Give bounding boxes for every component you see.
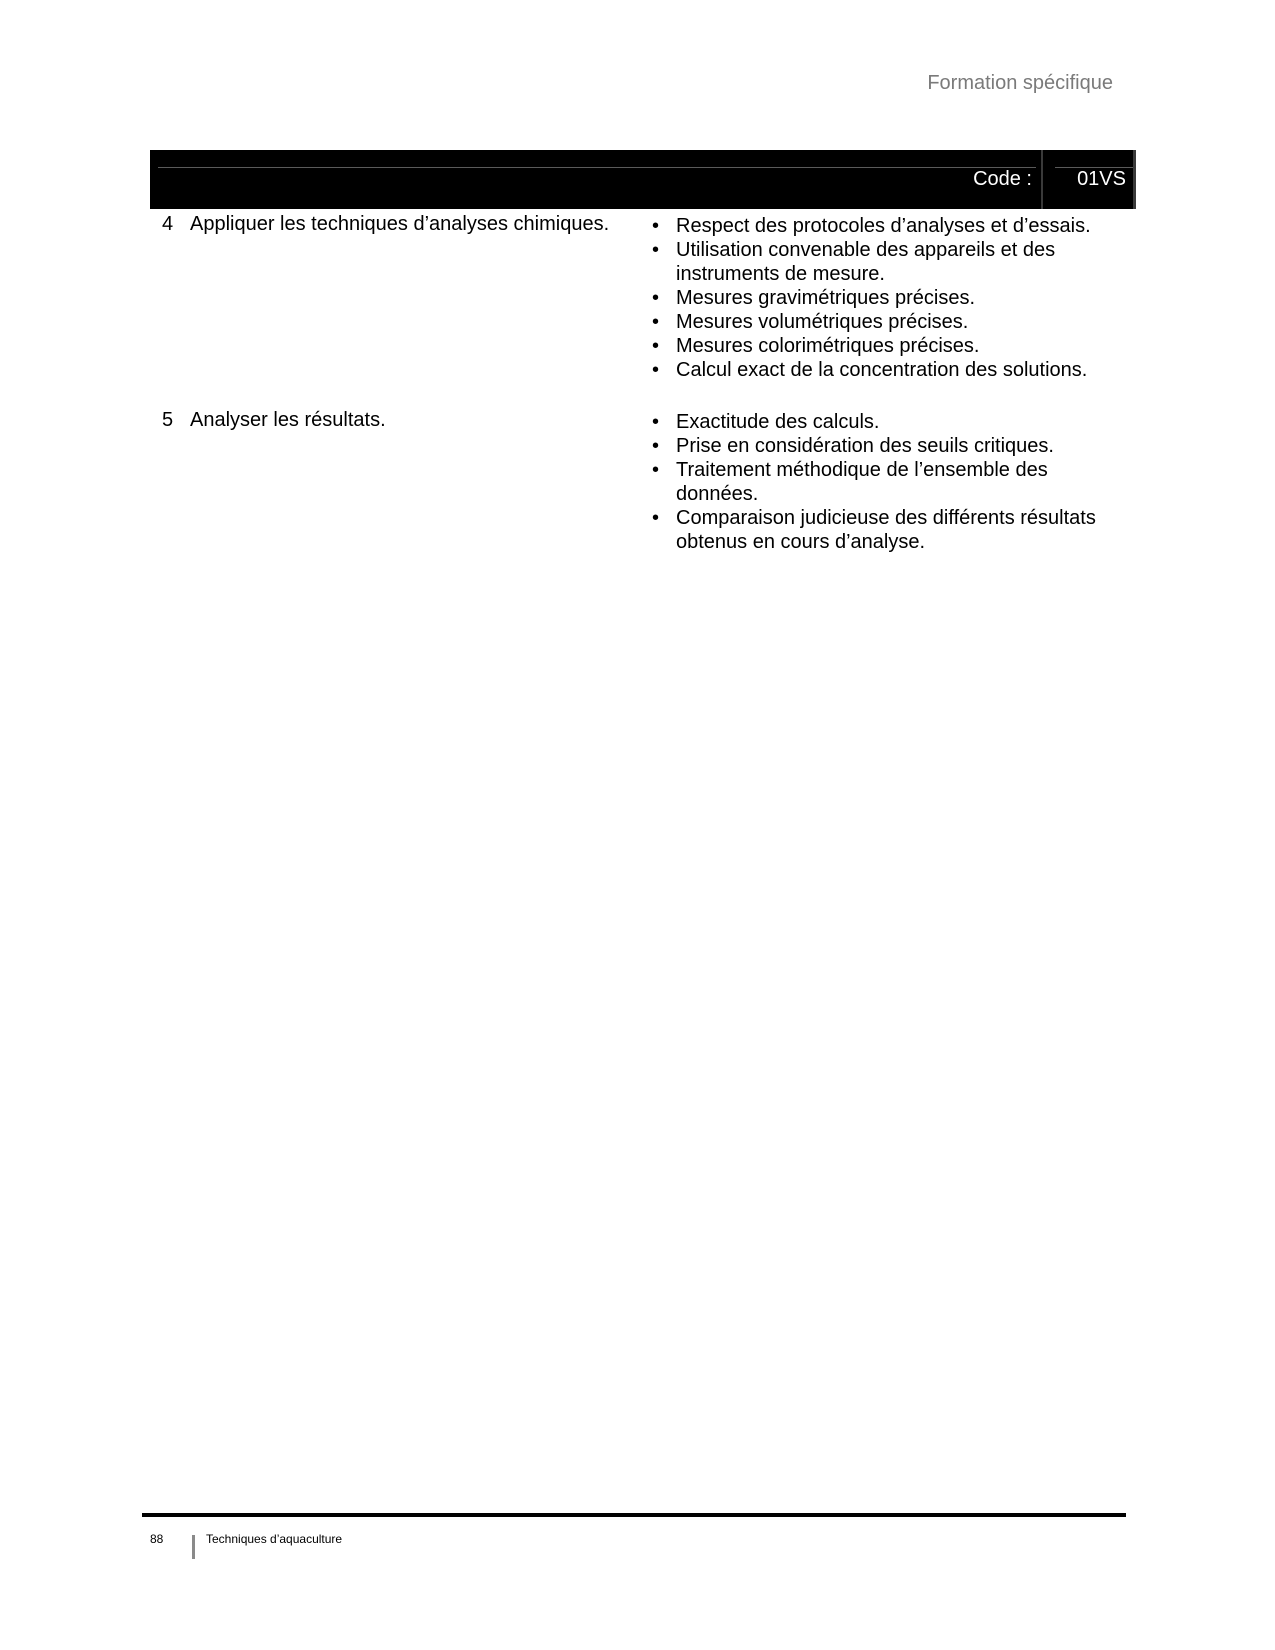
bullet-icon: • [652, 459, 660, 481]
element-statement [162, 212, 642, 236]
criterion-item [652, 238, 1122, 286]
running-header: Formation spécifique [927, 72, 1113, 94]
criterion-text: Mesures volumétriques précises. [676, 311, 969, 333]
criterion-text: Prise en considération des seuils critiques. [676, 435, 1054, 457]
criterion-item [652, 410, 1122, 434]
bullet-icon: • [652, 359, 660, 381]
bullet-icon: • [652, 311, 660, 333]
bullet-icon: • [652, 287, 660, 309]
criterion-item [652, 214, 1122, 238]
criterion-text: Utilisation convenable des appareils et des instruments de mesure. [676, 239, 1056, 285]
bullet-icon: • [652, 215, 660, 237]
element-text: Appliquer les techniques d’analyses chimiques. [190, 213, 610, 235]
bullet-icon: • [652, 239, 660, 261]
criterion-text: Comparaison judicieuse des différents résultats obtenus en cours d’analyse. [676, 507, 1096, 553]
criterion-text: Mesures gravimétriques précises. [676, 287, 975, 309]
code-label: Code : [973, 168, 1032, 190]
criterion-item [652, 434, 1122, 458]
code-bar-divider [1041, 150, 1043, 209]
criterion-item [652, 286, 1122, 310]
bullet-icon: • [652, 335, 660, 357]
bullet-icon: • [652, 435, 660, 457]
code-bar-hairline [158, 167, 1036, 168]
criterion-text: Calcul exact de la concentration des solutions. [676, 359, 1088, 381]
footer-document-title: Techniques d’aquaculture [206, 1532, 343, 1546]
criterion-text: Traitement méthodique de l’ensemble des données. [676, 459, 1048, 505]
criterion-item [652, 358, 1122, 382]
criterion-item [652, 310, 1122, 334]
element-statement [162, 408, 642, 432]
code-value: 01VS [1077, 168, 1126, 190]
performance-criteria-list [652, 214, 1122, 382]
criterion-item [652, 506, 1122, 554]
page-number: 88 [150, 1532, 164, 1546]
element-number: 4 [162, 213, 174, 235]
bullet-icon: • [652, 507, 660, 529]
criterion-item [652, 334, 1122, 358]
bullet-icon: • [652, 411, 660, 433]
footer-rule [142, 1513, 1126, 1517]
element-number: 5 [162, 409, 174, 431]
element-text: Analyser les résultats. [190, 409, 386, 431]
criterion-text: Respect des protocoles d’analyses et d’essais. [676, 215, 1091, 237]
criterion-text: Mesures colorimétriques précises. [676, 335, 980, 357]
footer-separator [192, 1535, 195, 1559]
performance-criteria-list [652, 410, 1122, 554]
criterion-text: Exactitude des calculs. [676, 411, 880, 433]
criterion-item [652, 458, 1122, 506]
code-bar [150, 150, 1136, 209]
code-bar-edge [1133, 150, 1136, 209]
